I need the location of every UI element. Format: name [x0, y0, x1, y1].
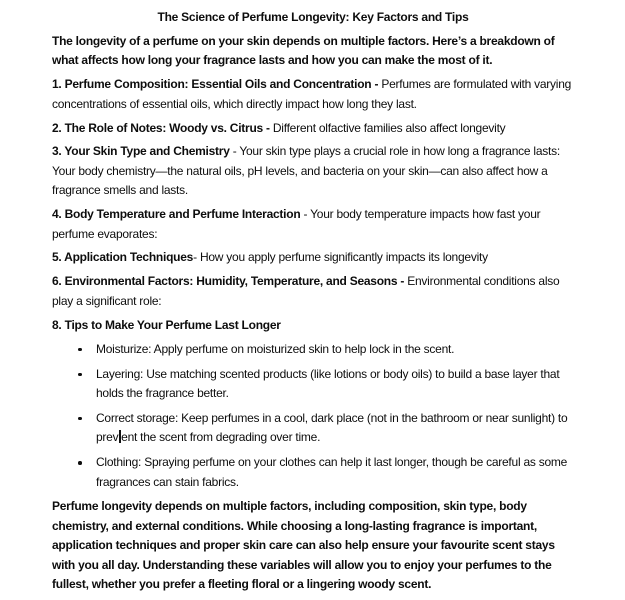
tip-text: Clothing: Spraying perfume on your clothes can help it last longer, though be careful as some fragrances can stain fabrics. — [96, 455, 568, 489]
section-6-heading: 6. Environmental Factors: Humidity, Temperature, and Seasons - — [52, 274, 408, 289]
section-3-heading: 3. Your Skin Type and Chemistry — [52, 144, 230, 159]
bullet-icon — [78, 417, 82, 421]
tip-item-moisturize[interactable] — [52, 340, 574, 359]
tip-item-clothing[interactable] — [52, 453, 574, 492]
section-2-text: Different olfactive families also affect longevity — [272, 120, 506, 135]
tip-item-layering[interactable] — [52, 365, 574, 404]
tip-text-after-caret: ent the scent from degrading over time. — [121, 430, 321, 445]
intro-paragraph[interactable]: The longevity of a perfume on your skin depends on multiple factors. Here’s a breakdown of what affects how long your fragrance lasts and how you can make the most of it. — [52, 33, 555, 68]
section-paragraph-6[interactable] — [52, 272, 574, 311]
tips-list — [52, 340, 574, 492]
section-6-text: Environmental conditions also play a significant role: — [52, 274, 560, 308]
section-paragraph-2[interactable] — [52, 119, 574, 138]
section-paragraph-5[interactable] — [52, 248, 574, 267]
tip-item-correct-storage[interactable] — [52, 409, 574, 448]
section-paragraph-1[interactable] — [52, 75, 574, 114]
section-2-heading: 2. The Role of Notes: Woody vs. Citrus - — [52, 120, 273, 135]
bullet-icon — [78, 348, 82, 352]
section-paragraph-4[interactable] — [52, 205, 574, 244]
bullet-icon — [78, 461, 82, 465]
section-3-text: - Your skin type plays a crucial role in how long a fragrance lasts: Your body chemistry—the natural oils, pH levels, and bacteria on your skin—can also affect how a fragrance smells and lasts. — [52, 144, 560, 198]
section-5-text: - How you apply perfume significantly impacts its longevity — [193, 250, 488, 265]
bullet-icon — [78, 373, 82, 377]
tip-text-before-caret: Correct storage: Keep perfumes in a cool, dark place (not in the bathroom or near sunlight) to prev — [96, 410, 568, 445]
tip-text: Layering: Use matching scented products (like lotions or body oils) to build a base layer that holds the fragrance better. — [96, 366, 560, 400]
tip-text: Moisturize: Apply perfume on moisturized skin to help lock in the scent. — [96, 341, 455, 356]
section-5-heading: 5. Application Techniques — [52, 250, 194, 265]
section-4-text: - Your body temperature impacts how fast your perfume evaporates: — [52, 207, 541, 241]
section-1-text: Perfumes are formulated with varying concentrations of essential oils, which directly impact how long they last. — [52, 77, 572, 111]
section-1-heading: 1. Perfume Composition: Essential Oils and Concentration - — [52, 77, 382, 92]
tips-heading[interactable]: 8. Tips to Make Your Perfume Last Longer — [52, 317, 281, 332]
section-4-heading: 4. Body Temperature and Perfume Interaction — [52, 207, 301, 222]
section-paragraph-3[interactable] — [52, 142, 574, 200]
conclusion-paragraph[interactable]: Perfume longevity depends on multiple factors, including composition, skin type, body chemistry, and external conditions. While choosing a long-lasting fragrance is important, application techniques and proper skin care can also help ensure your favourite scent stays with you all day. Understanding these variables will allow you to enjoy your perfumes to the fullest, whether you prefer a fleeting floral or a lingering woody scent. — [52, 499, 555, 592]
doc-title[interactable]: The Science of Perfume Longevity: Key Factors and Tips — [157, 10, 469, 24]
